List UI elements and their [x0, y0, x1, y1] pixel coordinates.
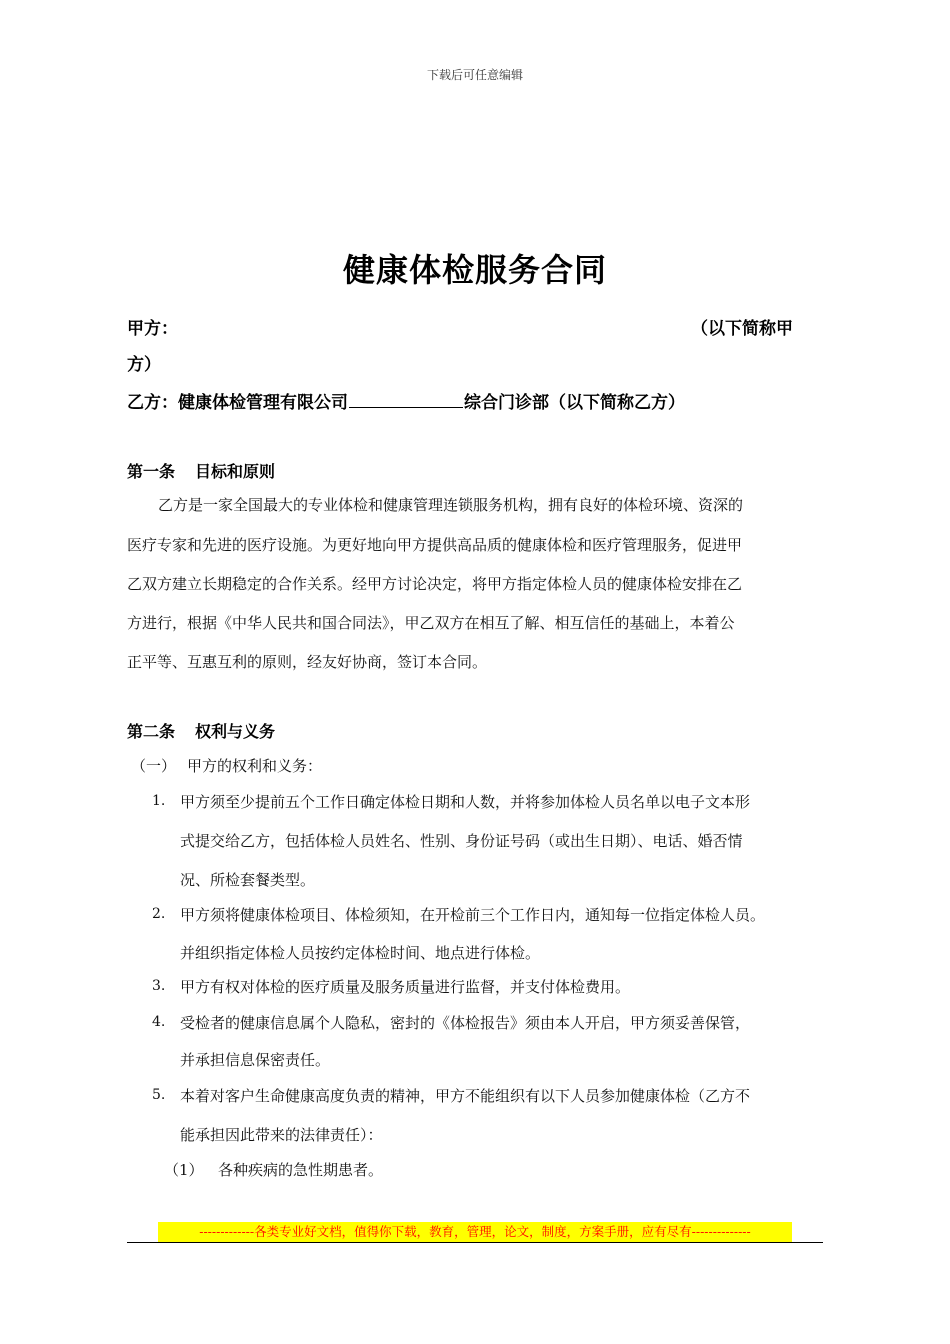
- document-title: 健康体检服务合同: [342, 251, 607, 289]
- subsection-label: （一）: [131, 757, 177, 775]
- subitem-number: （1）: [164, 1161, 204, 1179]
- article1-line: 医疗专家和先进的医疗设施。为更好地向甲方提供高品质的健康体检和医疗管理服务，促进甲: [127, 536, 743, 554]
- article2-number: 第二条: [127, 722, 176, 741]
- item-line: 况、所检套餐类型。: [180, 871, 316, 889]
- article1-line: 正平等、互惠互利的原则，经友好协商，签订本合同。: [127, 653, 488, 671]
- item-line: 甲方须至少提前五个工作日确定体检日期和人数，并将参加体检人员名单以电子文本形: [180, 793, 751, 811]
- party-b-blank-underline: [349, 389, 463, 408]
- article1-line: 乙双方建立长期稳定的合作关系。经甲方讨论决定，将甲方指定体检人员的健康体检安排在乙: [127, 575, 743, 593]
- item-number: 5.: [152, 1087, 166, 1103]
- footer-divider: [127, 1242, 823, 1243]
- item-line: 能承担因此带来的法律责任）：: [180, 1126, 383, 1144]
- party-a-suffix: （以下简称甲: [691, 319, 793, 339]
- item-line: 式提交给乙方，包括体检人员姓名、性别、身份证号码（或出生日期）、电话、婚否情: [180, 832, 743, 850]
- item-line: 受检者的健康信息属个人隐私，密封的《体检报告》须由本人开启，甲方须妥善保管，: [180, 1014, 751, 1032]
- article1-line: 方进行，根据《中华人民共和国合同法》，甲乙双方在相互了解、相互信任的基础上，本着公: [127, 614, 735, 632]
- party-b-suffix: 综合门诊部（以下简称乙方）: [464, 393, 685, 413]
- party-a-label: 甲方：: [127, 319, 178, 339]
- article2-heading: [127, 719, 275, 742]
- subsection-title: 甲方的权利和义务：: [187, 757, 323, 775]
- article1-heading: [127, 459, 275, 482]
- item-line: 并组织指定体检人员按约定体检时间、地点进行体检。: [180, 944, 541, 962]
- item-line: 并承担信息保密责任。: [180, 1051, 331, 1069]
- item-line: 甲方有权对体检的医疗质量及服务质量进行监督，并支付体检费用。: [180, 978, 631, 996]
- item-number: 4.: [152, 1014, 166, 1030]
- party-a-suffix-continued: 方）: [127, 355, 161, 375]
- party-b-prefix: 乙方：健康体检管理有限公司: [127, 393, 348, 413]
- subitem-text: 各种疾病的急性期患者。: [218, 1161, 384, 1179]
- article2-title: 权利与义务: [195, 722, 276, 741]
- item-line: 甲方须将健康体检项目、体检须知，在开检前三个工作日内，通知每一位指定体检人员。: [180, 906, 766, 924]
- article1-number: 第一条: [127, 462, 176, 481]
- item-number: 3.: [152, 978, 166, 994]
- item-line: 本着对客户生命健康高度负责的精神，甲方不能组织有以下人员参加健康体检（乙方不: [180, 1087, 751, 1105]
- article1-title: 目标和原则: [195, 462, 276, 481]
- footer-banner: -------------各类专业好文档，值得你下载，教育，管理，论文，制度，方案手册，应有尽有--------------: [158, 1222, 792, 1242]
- header-note: 下载后可任意编辑: [426, 68, 523, 82]
- item-number: 1.: [152, 793, 166, 809]
- item-number: 2.: [152, 906, 166, 922]
- article1-line: 乙方是一家全国最大的专业体检和健康管理连锁服务机构，拥有良好的体检环境、资深的: [158, 496, 744, 514]
- party-b-line: [127, 388, 685, 413]
